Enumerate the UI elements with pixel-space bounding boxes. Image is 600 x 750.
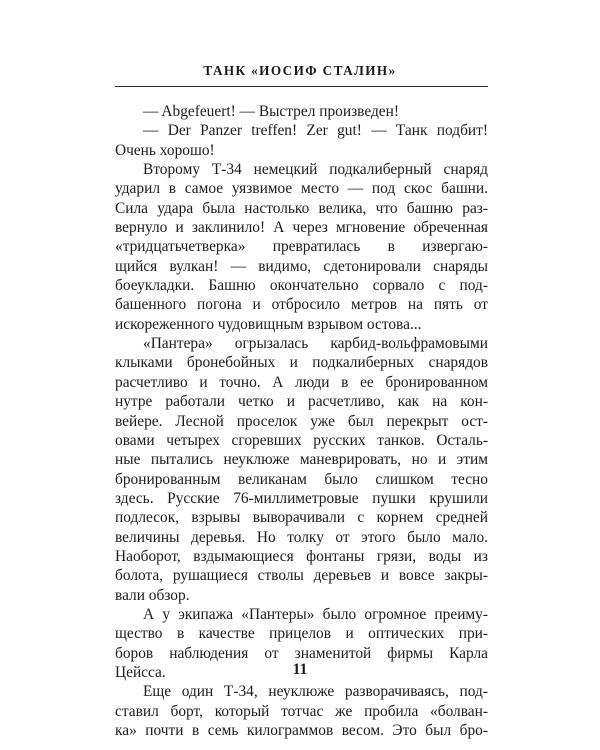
text-line: вейере. Лесной проселок уже был перекрыт ост- [115,412,488,430]
text-line: ные пытались неуклюже маневрировать, но и этим [115,451,488,469]
text-line: Цейсса. [115,663,166,681]
text-line: — Der Panzer treffen! Zer gut! — Танк подбит! [143,122,488,140]
text-line: — Abgefeuert! — Выстрел произведен! [143,103,399,120]
text-line: Еще один Т-34, неуклюже разворачиваясь, под- [143,683,488,701]
text-line: Наоборот, вздымающиеся фонтаны грязи, воды из [115,547,488,565]
text-line: клыками бронебойных и подкалиберных снарядов [115,354,488,372]
text-line: ставил борт, который тотчас же пробила «болван- [115,702,488,720]
text-line: «Пантера» огрызалась карбид-вольфрамовыми [143,335,488,353]
text-line: искореженного чудовищным взрывом остова... [115,315,422,333]
text-line: овами четырех сгоревших русских танков. Осталь- [115,431,488,449]
text-line: башенного погона и отбросило метров на пять от [115,296,488,314]
text-line: боров наблюдения от знаменитой фирмы Карла [115,644,488,662]
paragraph [115,160,488,334]
text-line: боеукладки. Башню окончательно сорвало с под- [115,277,488,295]
text-line: вернуло и заклинило! А через мгновение обреченная [115,219,488,237]
text-line: А у экипажа «Пантеры» было огромное преиму- [143,605,488,623]
text-line: Очень хорошо! [115,141,215,159]
text-line: расчетливо и точно. А люди в ее бронированном [115,373,488,391]
text-line: щество в качестве прицелов и оптических при- [115,625,488,643]
text-line: Второму Т-34 немецкий подкалиберный снаряд [143,161,488,179]
page-number: 11 [292,661,308,678]
body-text [115,102,488,740]
text-line: вали обзор. [115,586,190,604]
text-line: Сила удара была настолько велика, что башню раз- [115,199,488,217]
text-line: здесь. Русские 76-миллиметровые пушки крушили [115,489,488,507]
text-line: болота, рушащиеся стволы деревьев и вовсе закры- [115,567,488,585]
text-line: ка» почти в семь килограммов весом. Это был бро- [115,722,488,739]
running-header: ТАНК «ИОСИФ СТАЛИН» [203,63,397,78]
text-line: ударил в самое уязвимое место — под скос башни. [115,180,488,198]
paragraph [115,102,488,121]
text-line: бронированным великанам было слишком тесно [115,470,488,488]
text-line: нутре работали четко и расчетливо, как на кон- [115,393,488,411]
header-rule [115,86,488,87]
paragraph [115,121,488,160]
paragraph [115,682,488,740]
text-line: подлесок, взрывы выворачивали с корнем средней [115,509,488,527]
text-line: щийся вулкан! — видимо, сдетонировали снаряды [115,257,488,275]
text-line: величины деревья. Но толку от этого было мало. [115,528,488,546]
paragraph [115,334,488,605]
text-line: «тридцатьчетверка» превратилась в извергаю- [115,238,488,256]
